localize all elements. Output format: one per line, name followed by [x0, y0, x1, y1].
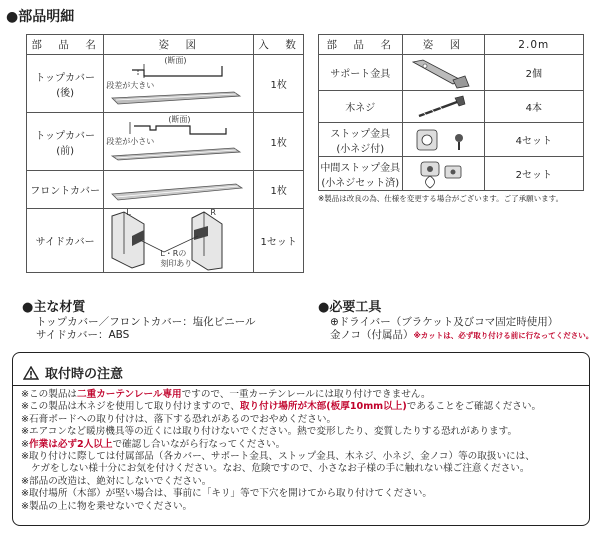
- part-qty: 2個: [484, 55, 583, 91]
- table-row: [319, 91, 584, 123]
- part-name: フロントカバー: [27, 171, 104, 209]
- table-row: [27, 113, 304, 171]
- caution-title: 取付時の注意: [45, 367, 124, 382]
- tools-line-1: ⊕ドライバー（ブラケット及びコマ固定時使用）: [330, 316, 559, 328]
- caution-box: [12, 352, 590, 526]
- part-name: ストップ金具 (小ネジ付): [319, 123, 403, 157]
- part-qty: 1枚: [254, 171, 304, 209]
- label-stamp: 刻印あり: [160, 258, 193, 268]
- table-row: [319, 157, 584, 191]
- col-header-name: 部 品 名: [27, 35, 104, 55]
- part-name: サポート金具: [319, 55, 403, 91]
- material-line-2: サイドカバー：ABS: [36, 329, 130, 341]
- col-header-figure: 姿 図: [104, 35, 254, 55]
- col-header-figure: 姿 図: [402, 35, 484, 55]
- part-qty: 1枚: [254, 113, 304, 171]
- tools-body: [330, 316, 593, 342]
- part-figure: [104, 171, 254, 209]
- stop-bracket-icon: [403, 124, 483, 156]
- caution-line: ※取り付けに際しては付属部品（各カバー、サポート金具、ストップ金具、木ネジ、小ネジ、金ノコ）等の取扱いには、: [21, 451, 535, 463]
- front-cover-illustration: [104, 172, 252, 208]
- parts-table-left: [26, 34, 304, 273]
- col-header-qty: 入 数: [254, 35, 304, 55]
- material-body: [36, 316, 256, 342]
- step-note: 段差が大きい: [106, 80, 155, 90]
- part-qty: 4本: [484, 91, 583, 123]
- wood-screw-icon: [403, 92, 483, 122]
- support-bracket-icon: [403, 56, 483, 90]
- caution-line: ※部品の改造は、絶対にしないでください。: [21, 475, 212, 487]
- part-name: 木ネジ: [319, 91, 403, 123]
- part-figure: [104, 55, 254, 113]
- part-qty: 2セット: [484, 157, 583, 191]
- caution-line: ※取付場所（木部）が堅い場合は、事前に「キリ」等で下穴を開けてから取り付けてください。: [21, 488, 432, 500]
- parts-section-title: ●部品明細: [6, 9, 75, 25]
- caution-line: ※この製品は木ネジを使用して取り付けますので、取り付け場所が木部(板厚10mm以上)であることをご確認ください。: [21, 401, 542, 413]
- part-name: トップカバー(後): [27, 55, 104, 113]
- col-header-length: 2.0m: [484, 35, 583, 55]
- warning-icon: [23, 366, 39, 380]
- part-figure: [104, 209, 254, 273]
- caution-divider: [13, 385, 589, 386]
- material-title: ●主な材質: [22, 300, 86, 315]
- part-qty: 1枚: [254, 55, 304, 113]
- part-figure: [402, 157, 484, 191]
- step-note: 段差が小さい: [106, 136, 155, 146]
- part-figure: [402, 123, 484, 157]
- part-qty: 1セット: [254, 209, 304, 273]
- material-line-1: トップカバー／フロントカバー：塩化ビニール: [36, 316, 256, 328]
- section-label: (断面): [168, 114, 191, 124]
- table-row: [27, 171, 304, 209]
- label-r: R: [210, 207, 216, 217]
- caution-header: [23, 363, 123, 382]
- tools-title: ●必要工具: [318, 300, 382, 315]
- label-lr: L・Rの: [160, 248, 187, 258]
- tools-cut-note: ※カットは、必ず取り付ける前に行なってください。: [413, 331, 594, 340]
- caution-line: ※製品の上に物を乗せないでください。: [21, 500, 193, 512]
- caution-line: ※この製品は二重カーテンレール専用ですので、一重カーテンレールには取り付けできません。: [21, 389, 431, 400]
- part-name: サイドカバー: [27, 209, 104, 273]
- table-row: [319, 123, 584, 157]
- col-header-name: 部 品 名: [319, 35, 403, 55]
- table-row: [319, 55, 584, 91]
- table-row: [27, 209, 304, 273]
- caution-line: ※作業は必ず2人以上で確認し合いながら行なってください。: [21, 438, 286, 450]
- spec-change-note: ※製品は改良の為、仕様を変更する場合がございます。ご了承願います。: [318, 194, 564, 203]
- tools-line-2: 金ノコ（付属品）: [330, 329, 414, 341]
- label-l: L: [126, 207, 131, 217]
- part-name: トップカバー(前): [27, 113, 104, 171]
- part-name: 中間ストップ金具 (小ネジセット済): [319, 157, 403, 191]
- part-figure: [402, 91, 484, 123]
- caution-line: ※エアコンなど暖房機具等の近くには取り付けないでください。熱で変形したり、変質したりする恐れがあります。: [21, 426, 518, 438]
- caution-line: ケガをしない様十分にお気を付けください。なお、危険ですので、小さなお子様の手に触れない様ご注意ください。: [31, 463, 530, 475]
- part-figure: [402, 55, 484, 91]
- table-row: [27, 55, 304, 113]
- part-figure: [104, 113, 254, 171]
- middle-stop-bracket-icon: [403, 158, 483, 190]
- section-label: (断面): [164, 55, 187, 65]
- caution-list: [21, 389, 541, 513]
- part-qty: 4セット: [484, 123, 583, 157]
- caution-line: ※石膏ボードへの取り付けは、落下する恐れがあるのでおやめください。: [21, 413, 337, 425]
- parts-table-right: [318, 34, 584, 191]
